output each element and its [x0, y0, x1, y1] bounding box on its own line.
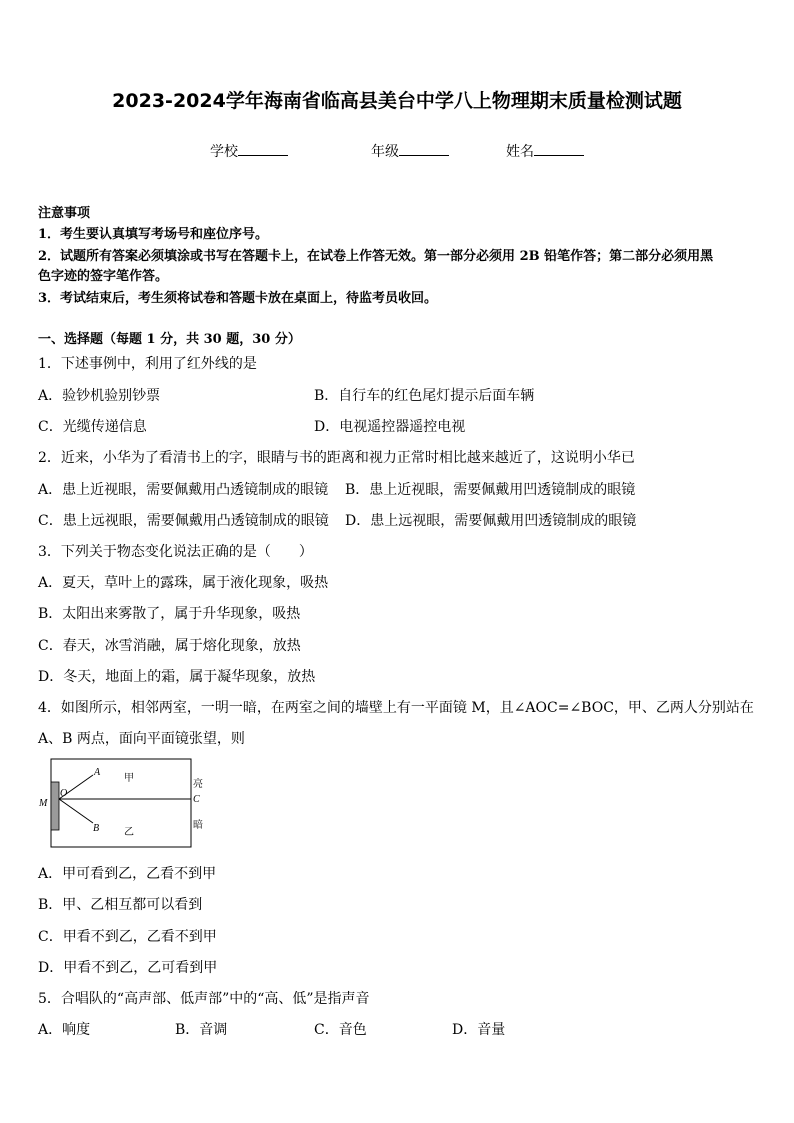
question-stem: 4．如图所示，相邻两室，一明一暗，在两室之间的墙壁上有一平面镜 M，且∠AOC=∠BOC，甲、乙两人分别站在	[38, 700, 754, 716]
option: A．甲可看到乙，乙看不到甲	[38, 866, 217, 882]
mirror-m	[51, 782, 59, 830]
notes-item: 2．试题所有答案必须填涂或书写在答题卡上，在试卷上作答无效。第一部分必须用 2B 铅笔作答；第二部分必须用黑	[38, 249, 714, 264]
option: C．音色	[314, 1022, 367, 1038]
option: A．响度	[38, 1022, 91, 1038]
notes-item: 3．考试结束后，考生须将试卷和答题卡放在桌面上，待监考员收回。	[38, 291, 438, 306]
option: C．光缆传递信息	[38, 419, 147, 435]
label-yi: 乙	[124, 827, 134, 838]
label-a: A	[94, 767, 101, 778]
label-b: B	[93, 823, 100, 834]
option: B．音调	[175, 1022, 228, 1038]
question-stem: 3．下列关于物态变化说法正确的是（ ）	[38, 544, 313, 560]
option: D．电视遥控器遥控电视	[314, 419, 466, 435]
section-heading: 一、选择题（每题 1 分，共 30 题，30 分）	[38, 332, 301, 347]
option: D．冬天，地面上的霜，属于凝华现象，放热	[38, 669, 316, 685]
option: D．患上远视眼，需要佩戴用凹透镜制成的眼镜	[345, 513, 637, 529]
option: A．验钞机验别钞票	[38, 388, 161, 404]
name-label: 姓名	[506, 144, 534, 160]
school-field	[210, 141, 288, 161]
notes-heading: 注意事项	[38, 206, 91, 221]
question-stem: 2．近来，小华为了看清书上的字，眼睛与书的距离和视力正常时相比越来越近了，这说明小华已	[38, 450, 635, 466]
label-m: M	[39, 798, 48, 809]
grade-blank	[399, 141, 449, 156]
question-stem-continued: A、B 两点，面向平面镜张望，则	[38, 731, 245, 747]
name-blank	[534, 141, 584, 156]
option: C．春天，冰雪消融，属于熔化现象，放热	[38, 638, 301, 654]
label-bright: 亮	[193, 779, 203, 790]
option: C．甲看不到乙，乙看不到甲	[38, 929, 217, 945]
ray-ob	[59, 799, 93, 823]
option: B．自行车的红色尾灯提示后面车辆	[314, 388, 535, 404]
mirror-diagram	[36, 757, 216, 852]
option: C．患上远视眼，需要佩戴用凸透镜制成的眼镜	[38, 513, 329, 529]
option: A．夏天，草叶上的露珠，属于液化现象，吸热	[38, 575, 329, 591]
label-o: O	[60, 788, 68, 799]
option: B．太阳出来雾散了，属于升华现象，吸热	[38, 606, 301, 622]
question-stem: 5．合唱队的“高声部、低声部”中的“高、低”是指声音	[38, 991, 370, 1007]
exam-title: 2023-2024学年海南省临高县美台中学八上物理期末质量检测试题	[112, 90, 682, 112]
school-blank	[238, 141, 288, 156]
notes-item: 色字迹的签字笔作答。	[38, 269, 169, 284]
grade-field	[371, 141, 449, 161]
option: B．患上近视眼，需要佩戴用凹透镜制成的眼镜	[345, 482, 636, 498]
question-stem: 1．下述事例中，利用了红外线的是	[38, 356, 257, 372]
option: D．音量	[452, 1022, 506, 1038]
grade-label: 年级	[371, 144, 399, 160]
notes-item: 1．考生要认真填写考场号和座位序号。	[38, 227, 269, 242]
label-jia: 甲	[124, 773, 134, 784]
name-field	[506, 141, 584, 161]
option: B．甲、乙相互都可以看到	[38, 897, 203, 913]
label-c: C	[193, 794, 200, 805]
label-dark: 暗	[193, 820, 203, 831]
option: A．患上近视眼，需要佩戴用凸透镜制成的眼镜	[38, 482, 329, 498]
option: D．甲看不到乙，乙可看到甲	[38, 960, 218, 976]
school-label: 学校	[210, 144, 238, 160]
